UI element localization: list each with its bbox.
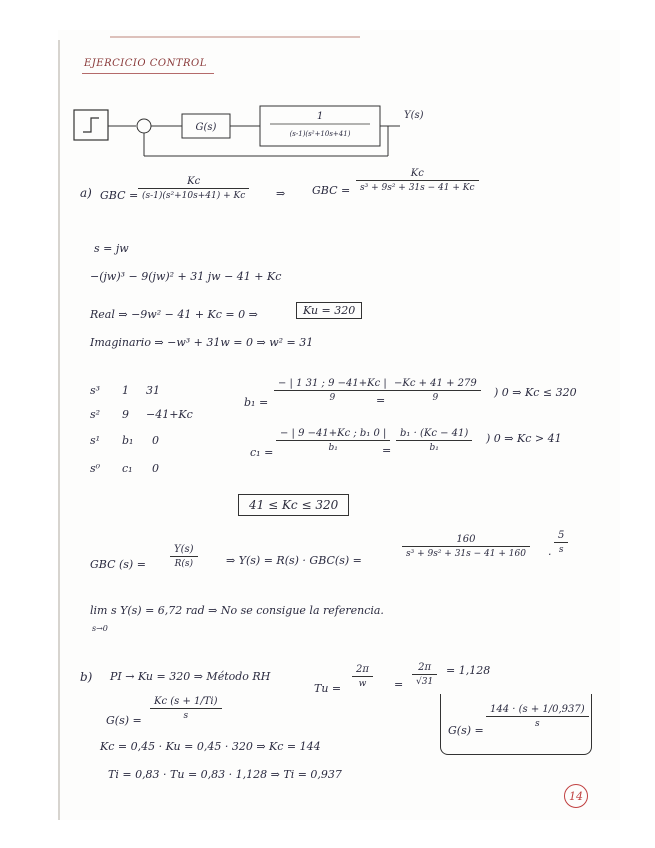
routh-cell: −41+Kc (146, 408, 193, 421)
routh-cell: 9 (122, 408, 129, 421)
tu-fraction-1: 2π w (352, 664, 373, 689)
kc-calculation: Kc = 0,45 · Ku = 0,45 · 320 ⇒ Kc = 144 (100, 740, 321, 753)
routh-cell: 0 (152, 462, 159, 475)
c1-lhs: c₁ = (250, 446, 274, 459)
final-value-limit: lim s Y(s) = 6,72 rad ⇒ No se consigue la referencia. (90, 604, 384, 617)
step-input-fraction: 5 s (554, 530, 568, 555)
block-diagram (70, 98, 410, 168)
kc-range-box: 41 ≤ Kc ≤ 320 (238, 494, 349, 516)
routh-row-label: s² (90, 408, 101, 421)
pi-controller-lhs: G(s) = (106, 714, 142, 727)
routh-cell: 1 (122, 384, 129, 397)
equals-sign: = (376, 394, 386, 407)
routh-cell: 31 (146, 384, 160, 397)
routh-row-label: s¹ (90, 434, 101, 447)
routh-row-label: s⁰ (90, 462, 101, 475)
gbc2-denominator: s³ + 9s² + 31s − 41 + Kc (360, 183, 475, 193)
gbc-s-fraction: Y(s) R(s) (170, 544, 198, 569)
page-title: EJERCICIO CONTROL (84, 58, 207, 69)
final-controller-fraction: 144 · (s + 1/0,937) s (486, 704, 589, 729)
routh-cell: c₁ (122, 462, 133, 475)
tu-equals: = (394, 678, 404, 691)
b1-lhs: b₁ = (244, 396, 269, 409)
dot-operator: · (548, 548, 552, 561)
b1-determinant-fraction: − | 1 31 ; 9 −41+Kc | 9 (274, 378, 391, 403)
summing-junction (137, 119, 151, 133)
final-controller-lhs: G(s) = (448, 724, 484, 737)
plant-numerator: 1 (316, 111, 324, 122)
real-part-line: Real ⇒ −9w² − 41 + Kc = 0 ⇒ (90, 308, 258, 321)
page-number: 14 (564, 784, 588, 808)
characteristic-equation: −(jw)³ − 9(jw)² + 31 jw − 41 + Kc (90, 270, 282, 283)
gbc-fraction-1 (138, 176, 249, 201)
output-label: Y(s) (404, 110, 424, 121)
title-underline (82, 73, 214, 74)
tu-lhs: Tu = (314, 682, 342, 695)
routh-row-label: s³ (90, 384, 101, 397)
gbc2-lhs: GBC = (312, 184, 351, 197)
controller-label: G(s) (195, 122, 217, 133)
gbc2-numerator: Kc (410, 168, 424, 179)
gbc-s-lhs: GBC (s) = (90, 558, 146, 571)
pi-controller-fraction: Kc (s + 1/Ti) s (150, 696, 222, 721)
limit-subscript: s→0 (92, 624, 108, 633)
b1-value-fraction: −Kc + 41 + 279 9 (390, 378, 481, 403)
ku-result-box: Ku = 320 (296, 302, 362, 319)
gbc1-numerator: Kc (187, 176, 201, 187)
s-substitution: s = jw (94, 242, 129, 255)
ys-fraction: 160 s³ + 9s² + 31s − 41 + 160 (402, 534, 530, 559)
step-icon (83, 118, 99, 132)
routh-cell: b₁ (122, 434, 134, 447)
gbc1-denominator: (s-1)(s²+10s+41) + Kc (142, 191, 246, 201)
gbc-fraction-2 (356, 168, 479, 193)
pi-method-line: PI → Ku = 320 ⇒ Método RH (110, 670, 271, 683)
ti-calculation: Ti = 0,83 · Tu = 0,83 · 1,128 ⇒ Ti = 0,937 (108, 768, 342, 781)
c1-value-fraction: b₁ · (Kc − 41) b₁ (396, 428, 472, 453)
b1-condition: ) 0 ⇒ Kc ≤ 320 (494, 386, 577, 399)
equals-sign: = (382, 444, 392, 457)
plant-denominator: (s-1)(s²+10s+41) (289, 130, 351, 138)
c1-condition: ) 0 ⇒ Kc > 41 (486, 432, 562, 445)
part-a-label: a) (80, 186, 92, 200)
page-top-line (110, 36, 360, 38)
tu-value: = 1,128 (446, 664, 491, 677)
c1-determinant-fraction: − | 9 −41+Kc ; b₁ 0 | b₁ (276, 428, 390, 453)
tu-fraction-2: 2π √31 (412, 662, 437, 687)
page-edge (58, 40, 60, 820)
imaginary-part-line: Imaginario ⇒ −w³ + 31w = 0 ⇒ w² = 31 (90, 336, 314, 349)
part-b-label: b) (80, 670, 93, 684)
routh-cell: 0 (152, 434, 159, 447)
gbc-lhs: GBC = (100, 189, 139, 202)
implies-arrow: ⇒ (276, 187, 286, 200)
ys-expression: ⇒ Y(s) = R(s) · GBC(s) = (226, 554, 362, 567)
